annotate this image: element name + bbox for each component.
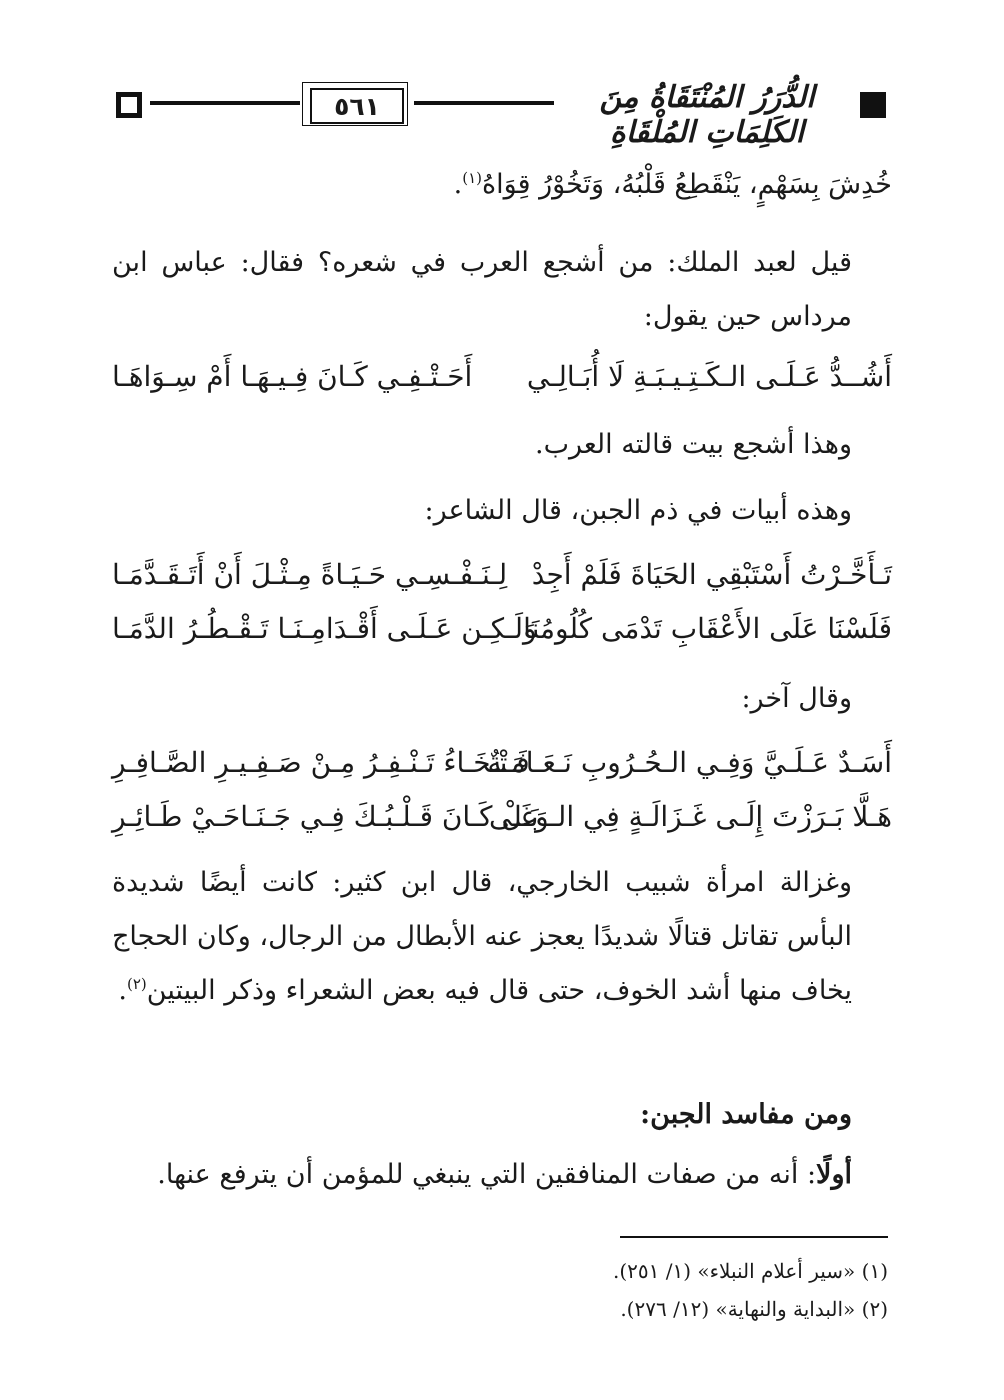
page-number-frame [302,82,410,128]
first-point-lead: أولًا [816,1159,852,1190]
ghazala-end: . [118,975,127,1006]
verse-2-second-hemistich: لِـنَـفْـسِـي حَـيَـاةً مِـثْـلَ أَنْ أَتَـقَـدَّمَـا [112,558,508,591]
verse-5-first-hemistich: هَـلَّا بَـرَزْتَ إِلَـى غَـزَالَـةٍ فِي الـوَغَـى [488,800,892,833]
line1-text: خُدِشَ بِسَهْمٍ، يَنْقَطِعُ قَلْبُهُ، وَتَخُوْرُ قِوَاهُ [482,169,892,200]
verse-1-second-hemistich: أَحَـتْـفِـي كَـانَ فِـيـهَـا أَمْ سِـوَاهَـا [112,360,473,393]
paragraph-abd-al-malik: قيل لعبد الملك: من أشجع العرب في شعره؟ فقال: عباس ابن مرداس حين يقول: [112,247,852,332]
verse-4 [112,736,892,790]
verse-3-second-hemistich: وَلَـكِـن عَـلَـى أَقْـدَامِـنَـا تَـقْـطُـرُ الدَّمَـا [112,612,537,645]
page-header [112,78,892,150]
verse-1 [112,350,892,404]
paragraph-first-point [112,1148,892,1202]
section-heading: ومن مفاسد الجبن: [640,1099,852,1130]
verse-2-first-hemistich: تَـأَخَّـرْتُ أَسْتَبْقِي الحَيَاةَ فَلَمْ أَجِدْ [531,558,892,591]
verse-4-second-hemistich: فَـتْـخَـاءُ تَـنْـفِـرُ مِـنْ صَـفِـيـرِ الصَّـافِـرِ [112,746,530,779]
verse-1-first-hemistich: أَشُــدُّ عَـلَـى الـكَـتِـيـبَـةِ لَا أُبَـالِـي [526,360,892,393]
footnote-2: (٢) «البداية والنهاية» (١٢/ ٢٧٦). [620,1297,888,1321]
page-number: ٥٦١ [310,88,404,124]
header-rule-left [150,101,300,105]
paragraph-cowardice-verses: وهذه أبيات في ذم الجبن، قال الشاعر: [424,495,852,526]
verse-3 [112,602,892,656]
body-line-1 [112,158,892,212]
footnote-ref-1: (١) [462,169,483,187]
paragraph-ghazala [112,856,892,1018]
first-point-text: : أنه من صفات المنافقين التي ينبغي للمؤمن أن يترفع عنها. [157,1159,817,1190]
header-ornament-square-right [860,92,886,118]
verse-5-second-hemistich: بَـلْ كَـانَ قَـلْـبُـكَ فِـي جَـنَـاحَـيْ طَـائِـرِ [112,800,539,833]
header-rule-right [414,101,554,105]
verse-4-first-hemistich: أَسَـدٌ عَـلَـيَّ وَفِـي الـحُـرُوبِ نَـعَـامَـةٌ [487,746,892,779]
book-title: الدُّرَرُ المُنْتَقَاةُ مِنَ الكَلِمَاتِ المُلْقَاةِ [599,80,815,150]
paragraph-bravest-verse: وهذا أشجع بيت قالته العرب. [534,429,852,460]
header-ornament-square-left [116,92,142,118]
verse-5 [112,790,892,844]
line1-end: . [453,169,463,200]
footnote-separator [620,1236,888,1238]
verse-3-first-hemistich: فَلَسْنَا عَلَى الأَعْقَابِ تَدْمَى كُلُومُنَا [523,612,892,645]
ghazala-text: وغزالة امرأة شبيب الخارجي، قال ابن كثير: كانت أيضًا شديدة البأس تقاتل قتالًا شديدًا يعجز عنه الأبطال من الرجال، وكان الحجاج يخاف منها أشد الخوف، حتى قال فيه بعض الشعراء وذكر البيتين [112,867,852,1006]
footnote-1: (١) «سير أعلام النبلاء» (١/ ٢٥١). [612,1259,888,1283]
verse-2 [112,548,892,602]
footnote-ref-2: (٢) [126,975,147,993]
paragraph-another-said: وقال آخر: [741,683,852,714]
